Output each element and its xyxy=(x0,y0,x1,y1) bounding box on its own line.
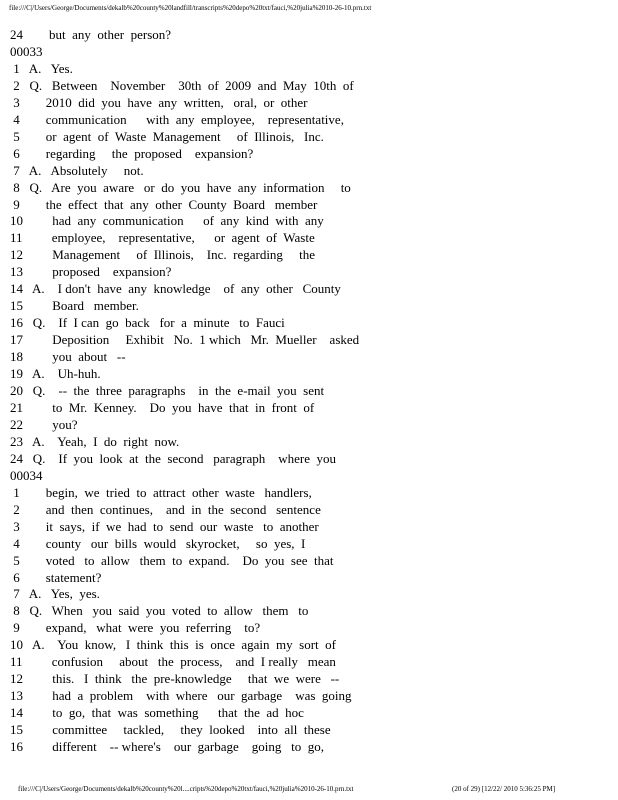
transcript-line: 14 A. I don't have any knowledge of any other County xyxy=(10,281,341,297)
transcript-line: 15 committee tackled, they looked into all these xyxy=(10,722,331,738)
transcript-line: 16 different -- where's our garbage going to go, xyxy=(10,739,325,755)
transcript-line: 14 to go, that was something that the ad hoc xyxy=(10,705,304,721)
transcript-line: 9 the effect that any other County Board member xyxy=(10,196,318,212)
transcript-line: 16 Q. If I can go back for a minute to Fauci xyxy=(10,315,285,331)
footer-page-info: (20 of 29) [12/22/ 2010 5:36:25 PM] xyxy=(452,785,556,793)
transcript-line: 19 A. Uh-huh. xyxy=(10,366,101,382)
transcript-body xyxy=(10,27,610,756)
transcript-line: 3 it says, if we had to send our waste to another xyxy=(10,518,319,534)
transcript-line: 11 employee, representative, or agent of Waste xyxy=(10,230,315,246)
transcript-line: 12 this. I think the pre-knowledge that we were -- xyxy=(10,671,340,687)
transcript-line: 23 A. Yeah, I do right now. xyxy=(10,433,180,449)
transcript-line: 4 county our bills would skyrocket, so yes, I xyxy=(10,535,306,551)
transcript-line: 3 2010 did you have any written, oral, or other xyxy=(10,94,308,110)
transcript-line: 10 had any communication of any kind with any xyxy=(10,213,324,229)
transcript-line: 13 had a problem with where our garbage was going xyxy=(10,688,352,704)
transcript-line: 13 proposed expansion? xyxy=(10,264,172,280)
transcript-line: 24 Q. If you look at the second paragraph where you xyxy=(10,450,336,466)
transcript-line: 18 you about -- xyxy=(10,349,126,365)
transcript-line: 5 or agent of Waste Management of Illinois, Inc. xyxy=(10,128,324,144)
transcript-line: 6 regarding the proposed expansion? xyxy=(10,145,254,161)
transcript-line: 7 A. Absolutely not. xyxy=(10,162,144,178)
transcript-line: 9 expand, what were you referring to? xyxy=(10,620,261,636)
transcript-line: 7 A. Yes, yes. xyxy=(10,586,100,602)
transcript-line: 6 statement? xyxy=(10,569,102,585)
transcript-line: 5 voted to allow them to expand. Do you see that xyxy=(10,552,334,568)
transcript-line: 11 confusion about the process, and I really mean xyxy=(10,654,336,670)
transcript-line: 4 communication with any employee, representative, xyxy=(10,111,344,127)
transcript-line: 1 A. Yes. xyxy=(10,60,73,76)
transcript-line: 2 and then continues, and in the second sentence xyxy=(10,501,321,517)
transcript-line: 17 Deposition Exhibit No. 1 which Mr. Mueller asked xyxy=(10,332,360,348)
transcript-line: 1 begin, we tried to attract other waste handlers, xyxy=(10,484,312,500)
transcript-line: 22 you? xyxy=(10,416,78,432)
page-marker: 00033 xyxy=(10,43,43,59)
file-path-header: file:///C|/Users/George/Documents/dekalb%20county%20landfill/transcripts%20depo%20txt/fauci,%20julia%2010-26-10.prn.txt xyxy=(9,4,372,12)
transcript-line: 8 Q. When you said you voted to allow them to xyxy=(10,603,309,619)
page-marker: 00034 xyxy=(10,467,43,483)
transcript-line: 12 Management of Illinois, Inc. regarding the xyxy=(10,247,316,263)
transcript-line: 8 Q. Are you aware or do you have any information to xyxy=(10,179,351,195)
transcript-line: 2 Q. Between November 30th of 2009 and May 10th of xyxy=(10,77,354,93)
footer-file-path: file:///C|/Users/George/Documents/dekalb%20county%20l....cripts%20depo%20txt/fauci,%20julia%2010-26-10.prn.txt xyxy=(18,785,354,793)
transcript-line: 24 but any other person? xyxy=(10,27,172,42)
transcript-line: 21 to Mr. Kenney. Do you have that in front of xyxy=(10,399,315,415)
transcript-line: 10 A. You know, I think this is once again my sort of xyxy=(10,637,336,653)
transcript-line: 20 Q. -- the three paragraphs in the e-mail you sent xyxy=(10,383,325,399)
transcript-line: 15 Board member. xyxy=(10,298,139,314)
